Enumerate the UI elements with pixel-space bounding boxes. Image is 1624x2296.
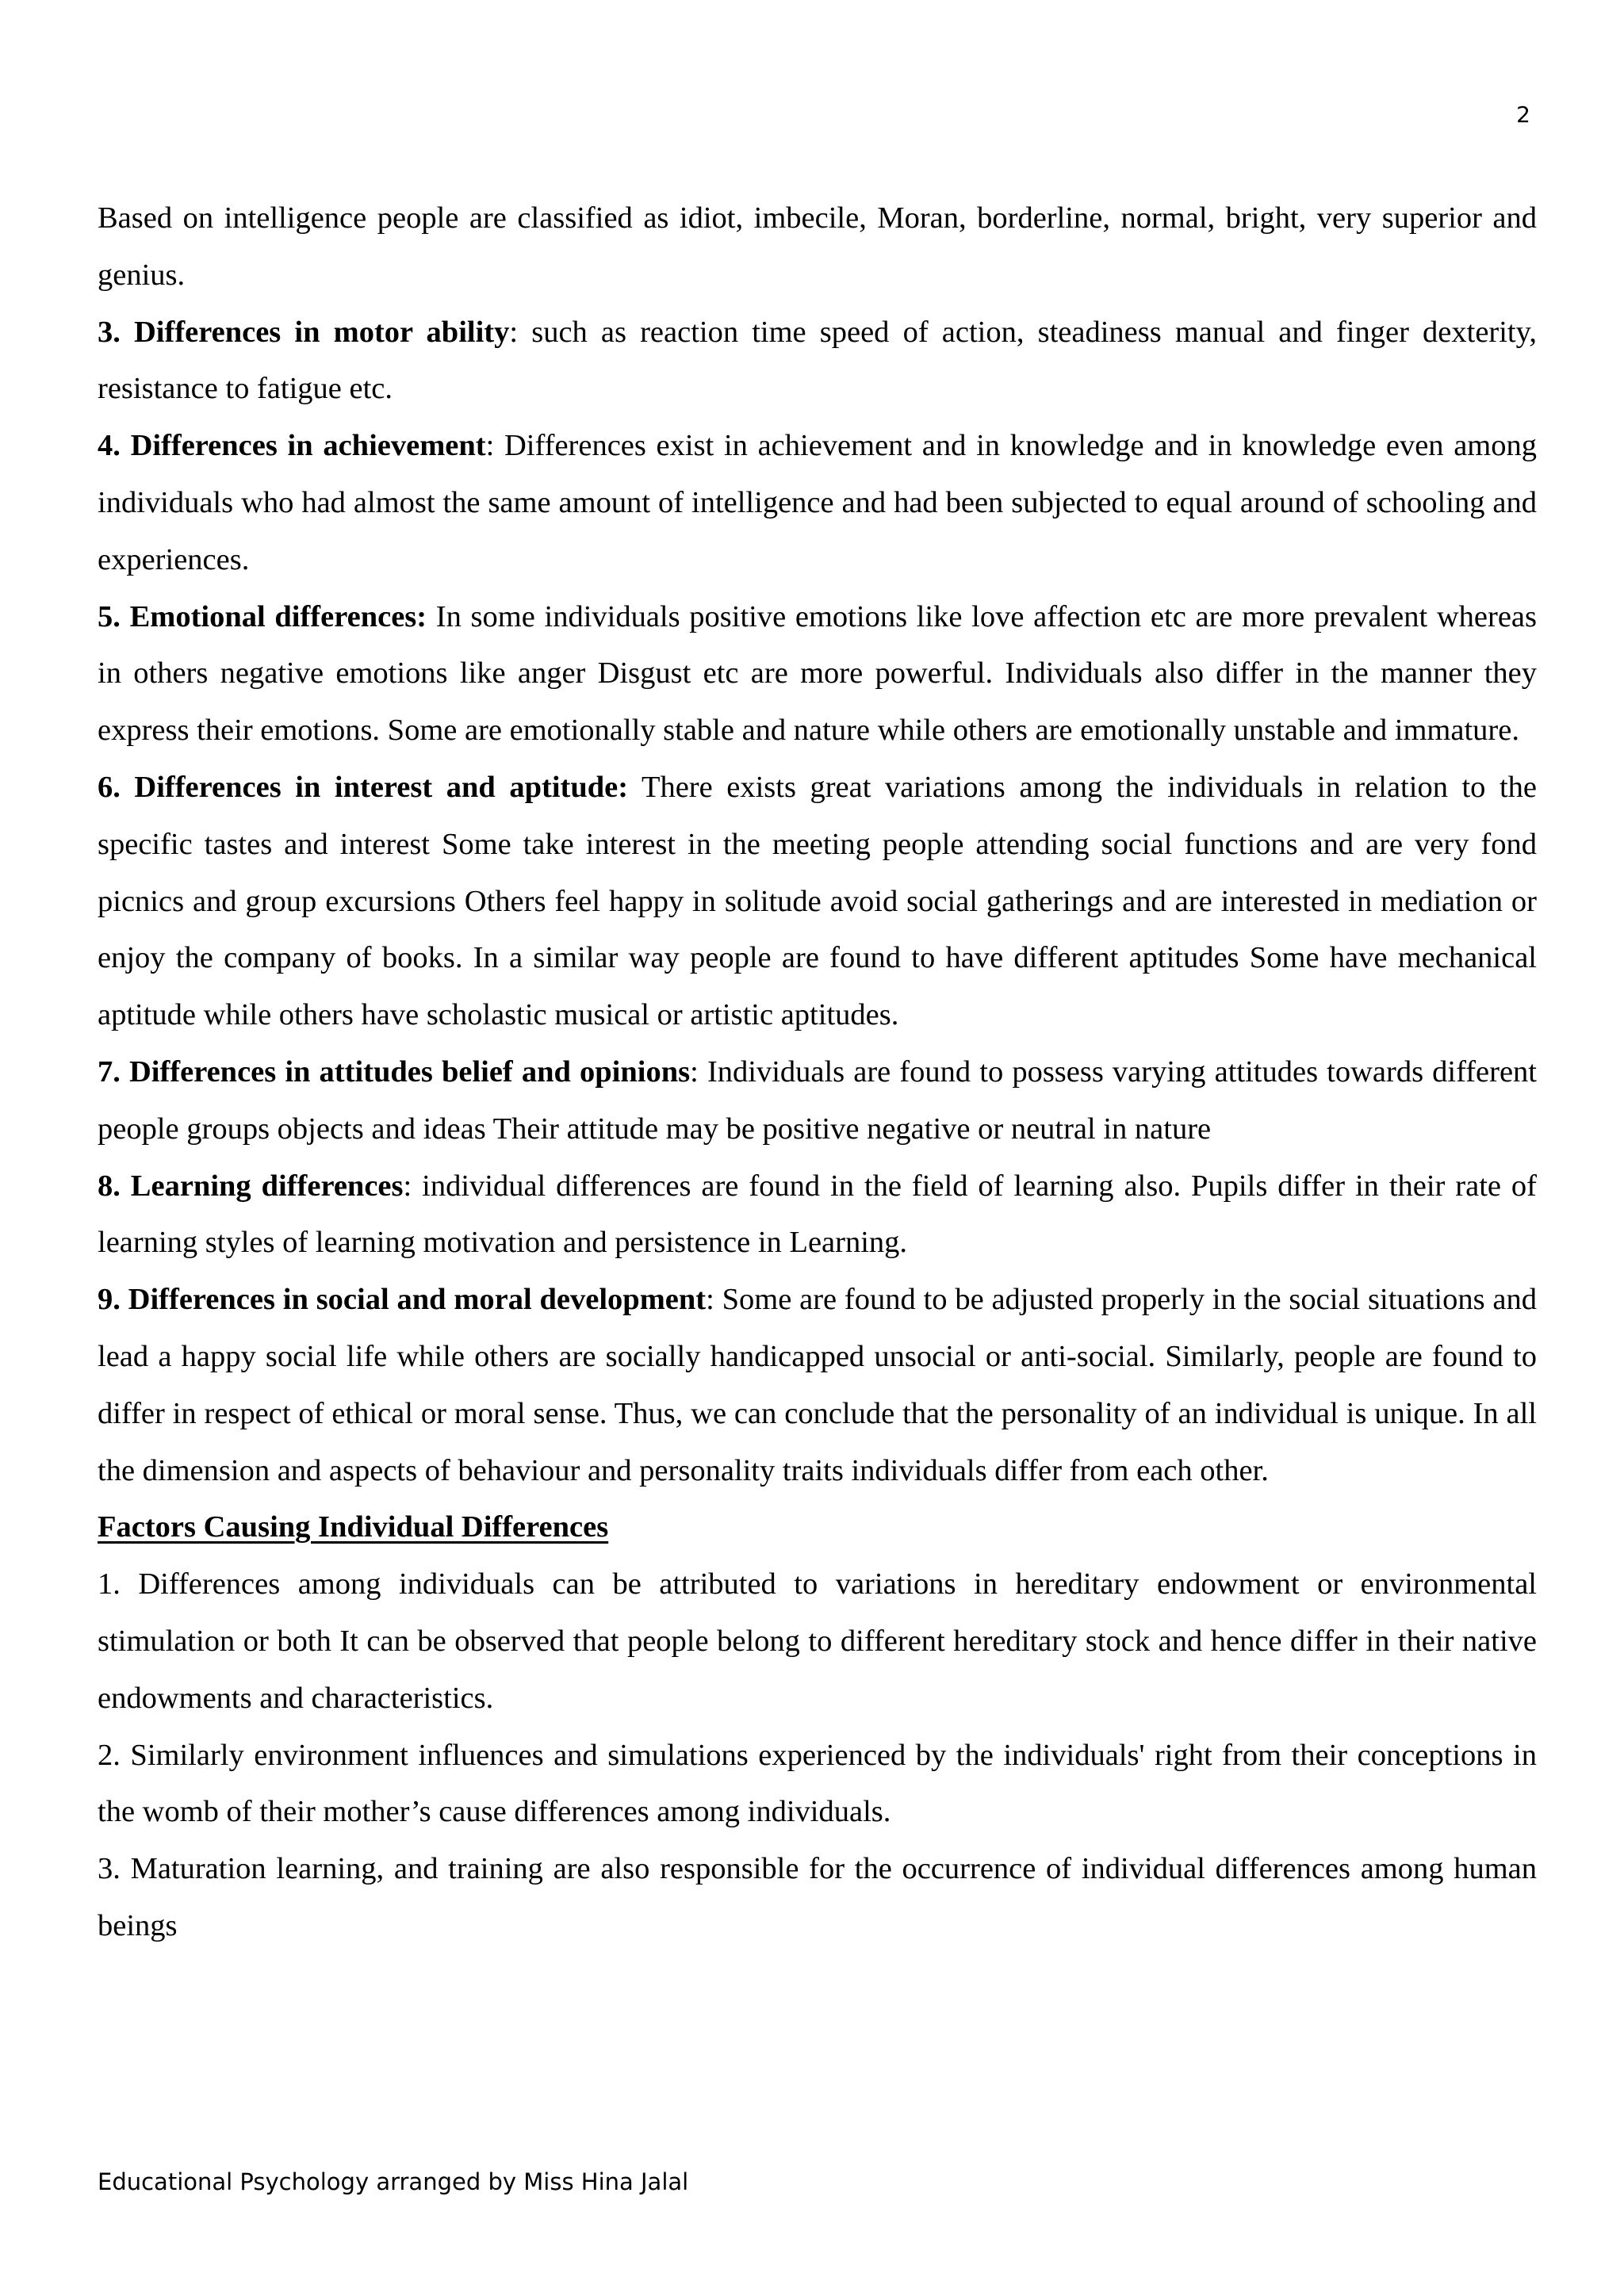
item-separator: : — [509, 315, 532, 349]
item-title: 7. Differences in attitudes belief and opinions — [98, 1054, 691, 1089]
item-separator — [628, 771, 642, 804]
item-paragraph — [98, 304, 1537, 419]
item-title: 5. Emotional differences: — [98, 599, 427, 633]
item-body: Some are found to be adjusted properly in the social situations and lead a happy social life while others are socially handicapped unsocial or anti-social. Similarly, people are found to differ in respect of ethical or moral sense. Thus, we can conclude that the personality of an individual is unique. In all the dimension and aspects of behaviour and personality traits individuals differ from each other. — [98, 1283, 1538, 1487]
item-separator — [427, 600, 436, 633]
page-content — [98, 190, 1537, 1955]
page-footer: Educational Psychology arranged by Miss Hina Jalal — [98, 2168, 689, 2195]
section-heading-row — [98, 1499, 1537, 1556]
item-body: individual differences are found in the field of learning also. Pupils differ in their rate of learning styles of learning motivation and persistence in Learning. — [98, 1169, 1537, 1260]
intro-paragraph: Based on intelligence people are classified as idiot, imbecile, Moran, borderline, normal, bright, very superior and genius. — [98, 201, 1537, 292]
item-title: 4. Differences in achievement — [98, 429, 486, 463]
item-body: In some individuals positive emotions like love affection etc are more prevalent whereas in others negative emotions like anger Disgust etc are more powerful. Individuals also differ in the manner they express their emotions. Some are emotionally stable and nature while others are emotionally unstable and immature. — [98, 599, 1537, 748]
item-paragraph — [98, 589, 1537, 760]
item-title: 3. Differences in motor ability — [98, 315, 510, 349]
page-number: 2 — [1516, 101, 1530, 128]
item-paragraph — [98, 1272, 1537, 1499]
item-body: Differences exist in achievement and in knowledge and in knowledge even among individuals who had almost the same amount of intelligence and had been subjected to equal around of schooling and experiences. — [98, 429, 1537, 576]
item-paragraph — [98, 760, 1537, 1044]
item-paragraph — [98, 1044, 1537, 1158]
factor-paragraph: 2. Similarly environment influences and simulations experienced by the individuals' right from their conceptions in the womb of their mother’s cause differences among individuals. — [98, 1738, 1537, 1829]
item-separator: : — [485, 429, 504, 463]
section-heading: Factors Causing Individual Differences — [98, 1510, 609, 1544]
item-body: Individuals are found to possess varying attitudes towards different people groups objects and ideas Their attitude may be positive negative or neutral in nature — [98, 1054, 1537, 1146]
factor-paragraph: 3. Maturation learning, and training are also responsible for the occurrence of individual differences among human beings — [98, 1852, 1537, 1942]
item-separator: : — [690, 1054, 707, 1089]
item-separator: : — [706, 1283, 722, 1317]
item-paragraph — [98, 418, 1537, 588]
item-paragraph — [98, 1158, 1537, 1272]
item-title: 6. Differences in interest and aptitude: — [98, 770, 629, 804]
item-title: 9. Differences in social and moral development — [98, 1283, 707, 1317]
item-body: There exists great variations among the individuals in relation to the specific tastes and interest Some take interest in the meeting people attending social functions and are very fond picnics and group excursions Others feel happy in solitude avoid social gatherings and are interested in mediation or enjoy the company of books. In a similar way people are found to have different aptitudes Some have mechanical aptitude while others have scholastic musical or artistic aptitudes. — [98, 770, 1538, 1032]
item-separator: : — [403, 1169, 423, 1203]
factor-paragraph: 1. Differences among individuals can be attributed to variations in hereditary endowment or environmental stimulation or both It can be observed that people belong to different hereditary stock and hence differ in their native endowments and characteristics. — [98, 1567, 1537, 1715]
item-body: such as reaction time speed of action, steadiness manual and finger dexterity, resistance to fatigue etc. — [98, 315, 1537, 406]
item-title: 8. Learning differences — [98, 1169, 404, 1203]
